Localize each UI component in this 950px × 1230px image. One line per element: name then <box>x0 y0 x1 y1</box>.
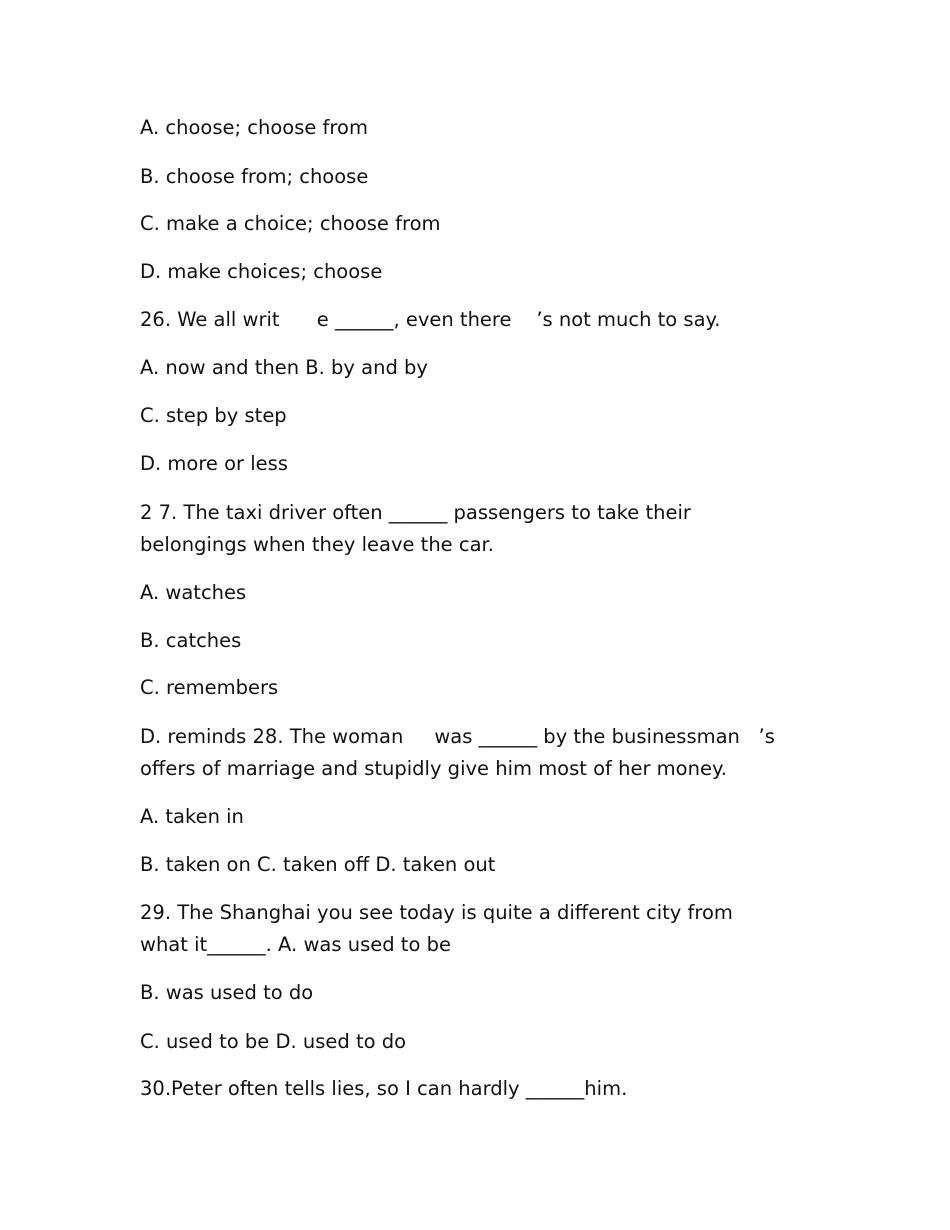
option-line: A. choose; choose from <box>140 116 368 139</box>
option-line: B. was used to do <box>140 981 314 1004</box>
option-line: D. more or less <box>140 452 289 475</box>
option-line: C. used to be D. used to do <box>140 1030 407 1053</box>
option-line: A. taken in <box>140 805 244 828</box>
option-line: D. make choices; choose <box>140 260 383 283</box>
option-line: C. make a choice; choose from <box>140 212 441 235</box>
question-29: 29. The Shanghai you see today is quite a different city from what it______. A. was used to be <box>140 901 740 956</box>
question-28: D. reminds 28. The woman was ______ by the businessman ’s offers of marriage and stupidly give him most of her money. <box>140 725 782 780</box>
option-line: C. step by step <box>140 404 287 427</box>
option-line: C. remembers <box>140 676 279 699</box>
option-line: B. catches <box>140 629 242 652</box>
option-line: B. taken on C. taken off D. taken out <box>140 853 496 876</box>
question-30: 30.Peter often tells lies, so I can hardly ______him. <box>140 1077 628 1100</box>
option-line: B. choose from; choose <box>140 165 369 188</box>
option-line: A. now and then B. by and by <box>140 356 428 379</box>
question-26: 26. We all writ e ______, even there ’s not much to say. <box>140 308 721 331</box>
question-27: 2 7. The taxi driver often ______ passengers to take their belongings when they leave the car. <box>140 501 698 556</box>
option-line: A. watches <box>140 581 247 604</box>
